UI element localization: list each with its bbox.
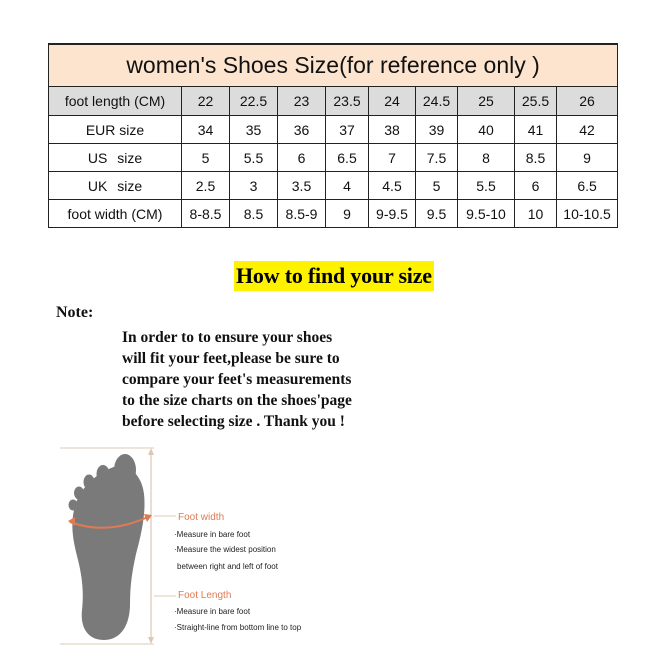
- table-cell: 6: [515, 172, 557, 200]
- note-label: Note:: [56, 304, 94, 321]
- table-cell: 36: [278, 116, 326, 144]
- table-cell: 26: [557, 87, 618, 116]
- note-line: In order to to ensure your shoes: [122, 329, 333, 346]
- us-size-row: [49, 144, 618, 172]
- row-label: UK size: [49, 172, 182, 200]
- table-cell: 5: [182, 144, 230, 172]
- table-cell: 35: [230, 116, 278, 144]
- table-cell: 22: [182, 87, 230, 116]
- howto-heading: How to find your size: [234, 261, 434, 291]
- big-toe: [114, 454, 136, 486]
- foot-length-line: ·Measure in bare foot: [174, 607, 251, 616]
- table-cell: 41: [515, 116, 557, 144]
- length-arrow-head-top: [148, 448, 154, 455]
- foot-measurement-diagram: [58, 436, 320, 654]
- row-label: foot length (CM): [49, 87, 182, 116]
- note-line: will fit your feet,please be sure to: [122, 350, 340, 367]
- table-cell: 8.5: [515, 144, 557, 172]
- uk-size-row: [49, 172, 618, 200]
- table-title: women's Shoes Size(for reference only ): [49, 44, 618, 87]
- table-cell: 6: [278, 144, 326, 172]
- table-cell: 6.5: [326, 144, 369, 172]
- table-cell: 8-8.5: [182, 200, 230, 228]
- table-cell: 3: [230, 172, 278, 200]
- row-label: foot width (CM): [49, 200, 182, 228]
- table-cell: 23: [278, 87, 326, 116]
- size-chart-table: [48, 43, 618, 228]
- note-body: [122, 327, 407, 432]
- table-cell: 5.5: [458, 172, 515, 200]
- table-cell: 5.5: [230, 144, 278, 172]
- table-cell: 23.5: [326, 87, 369, 116]
- table-cell: 40: [458, 116, 515, 144]
- table-cell: 34: [182, 116, 230, 144]
- foot-length-line: ·Straight-line from bottom line to top: [174, 623, 302, 632]
- table-cell: 7.5: [416, 144, 458, 172]
- table-cell: 4: [326, 172, 369, 200]
- table-cell: 9: [326, 200, 369, 228]
- foot-length-heading: Foot Length: [178, 590, 232, 601]
- note-line: before selecting size . Thank you !: [122, 413, 345, 430]
- toe-3: [84, 475, 95, 490]
- note-line: to the size charts on the shoes'page: [122, 392, 352, 409]
- table-cell: 4.5: [369, 172, 416, 200]
- table-cell: 37: [326, 116, 369, 144]
- table-cell: 6.5: [557, 172, 618, 200]
- table-cell: 10: [515, 200, 557, 228]
- table-cell: 9.5-10: [458, 200, 515, 228]
- table-cell: 8: [458, 144, 515, 172]
- foot-length-row: [49, 87, 618, 116]
- table-cell: 9-9.5: [369, 200, 416, 228]
- table-cell: 38: [369, 116, 416, 144]
- row-label: EUR size: [49, 116, 182, 144]
- table-cell: 24: [369, 87, 416, 116]
- length-arrow-head-bottom: [148, 637, 154, 644]
- foot-width-row: [49, 200, 618, 228]
- foot-width-line: between right and left of foot: [177, 562, 278, 571]
- table-cell: 24.5: [416, 87, 458, 116]
- table-cell: 42: [557, 116, 618, 144]
- table-cell: 39: [416, 116, 458, 144]
- width-arrow-head-left: [68, 517, 75, 526]
- note-line: compare your feet's measurements: [122, 371, 352, 388]
- table-title-row: [49, 44, 618, 87]
- table-cell: 8.5-9: [278, 200, 326, 228]
- table-cell: 22.5: [230, 87, 278, 116]
- table-cell: 3.5: [278, 172, 326, 200]
- table-cell: 25.5: [515, 87, 557, 116]
- table-cell: 10-10.5: [557, 200, 618, 228]
- table-cell: 25: [458, 87, 515, 116]
- table-cell: 2.5: [182, 172, 230, 200]
- row-label: US size: [49, 144, 182, 172]
- foot-width-heading: Foot width: [178, 512, 225, 523]
- eur-size-row: [49, 116, 618, 144]
- toe-4: [74, 487, 84, 500]
- foot-width-line: ·Measure in bare foot: [174, 530, 251, 539]
- toe-2: [97, 465, 110, 483]
- table-cell: 7: [369, 144, 416, 172]
- table-cell: 5: [416, 172, 458, 200]
- toe-5: [69, 500, 78, 511]
- foot-width-line: ·Measure the widest position: [174, 545, 276, 554]
- table-cell: 9.5: [416, 200, 458, 228]
- table-cell: 9: [557, 144, 618, 172]
- table-cell: 8.5: [230, 200, 278, 228]
